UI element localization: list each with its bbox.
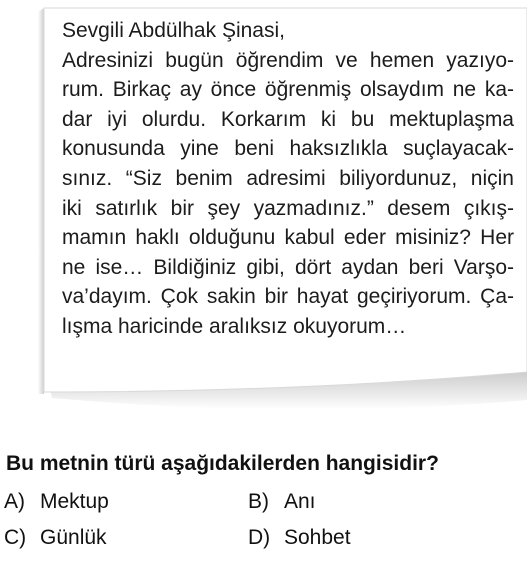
letter-line: konusunda yine beni haksızlıkla suçlayacak- xyxy=(62,137,514,161)
option-label: Sohbet xyxy=(284,526,351,549)
letter-line: Sevgili Abdülhak Şinasi, xyxy=(62,19,285,42)
option-letter: C) xyxy=(4,526,27,549)
letter-line: iki satırlık bir şey yazmadınız.” desem çıkış- xyxy=(62,196,514,220)
letter-line: ne ise… Bildiğiniz gibi, dört aydan beri Varşo- xyxy=(62,255,514,279)
letter-line: dar iyi olurdu. Korkarım ki bu mektuplaşma xyxy=(62,107,514,131)
letter-line: lışma haricinde aralıksız okuyorum… xyxy=(62,314,407,338)
option-a[interactable] xyxy=(4,490,109,514)
letter-line: Adresinizi bugün öğrendim ve hemen yazıyo- xyxy=(62,48,514,72)
card-left-shadow xyxy=(38,8,44,394)
option-letter: D) xyxy=(248,526,271,549)
letter-line: rum. Birkaç ay önce öğrenmiş olsaydım ne ka- xyxy=(62,78,514,102)
option-label: Mektup xyxy=(40,490,109,513)
letter-text xyxy=(62,16,514,342)
letter-line: sınız. “Siz benim adresimi biliyordunuz, niçin xyxy=(62,166,514,190)
question-text: Bu metnin türü aşağıdakilerden hangisidir? xyxy=(6,452,439,475)
option-b[interactable] xyxy=(248,490,316,514)
option-letter: A) xyxy=(4,490,25,513)
option-label: Günlük xyxy=(40,526,107,549)
letter-line: va’dayım. Çok sakin bir hayat geçiriyorum. Ça- xyxy=(62,285,514,309)
option-label: Anı xyxy=(284,490,316,513)
letter-line: mamın haklı olduğunu kabul eder misiniz? Her xyxy=(62,226,514,250)
option-letter: B) xyxy=(248,490,269,513)
option-c[interactable] xyxy=(4,526,107,550)
option-d[interactable] xyxy=(248,526,351,550)
